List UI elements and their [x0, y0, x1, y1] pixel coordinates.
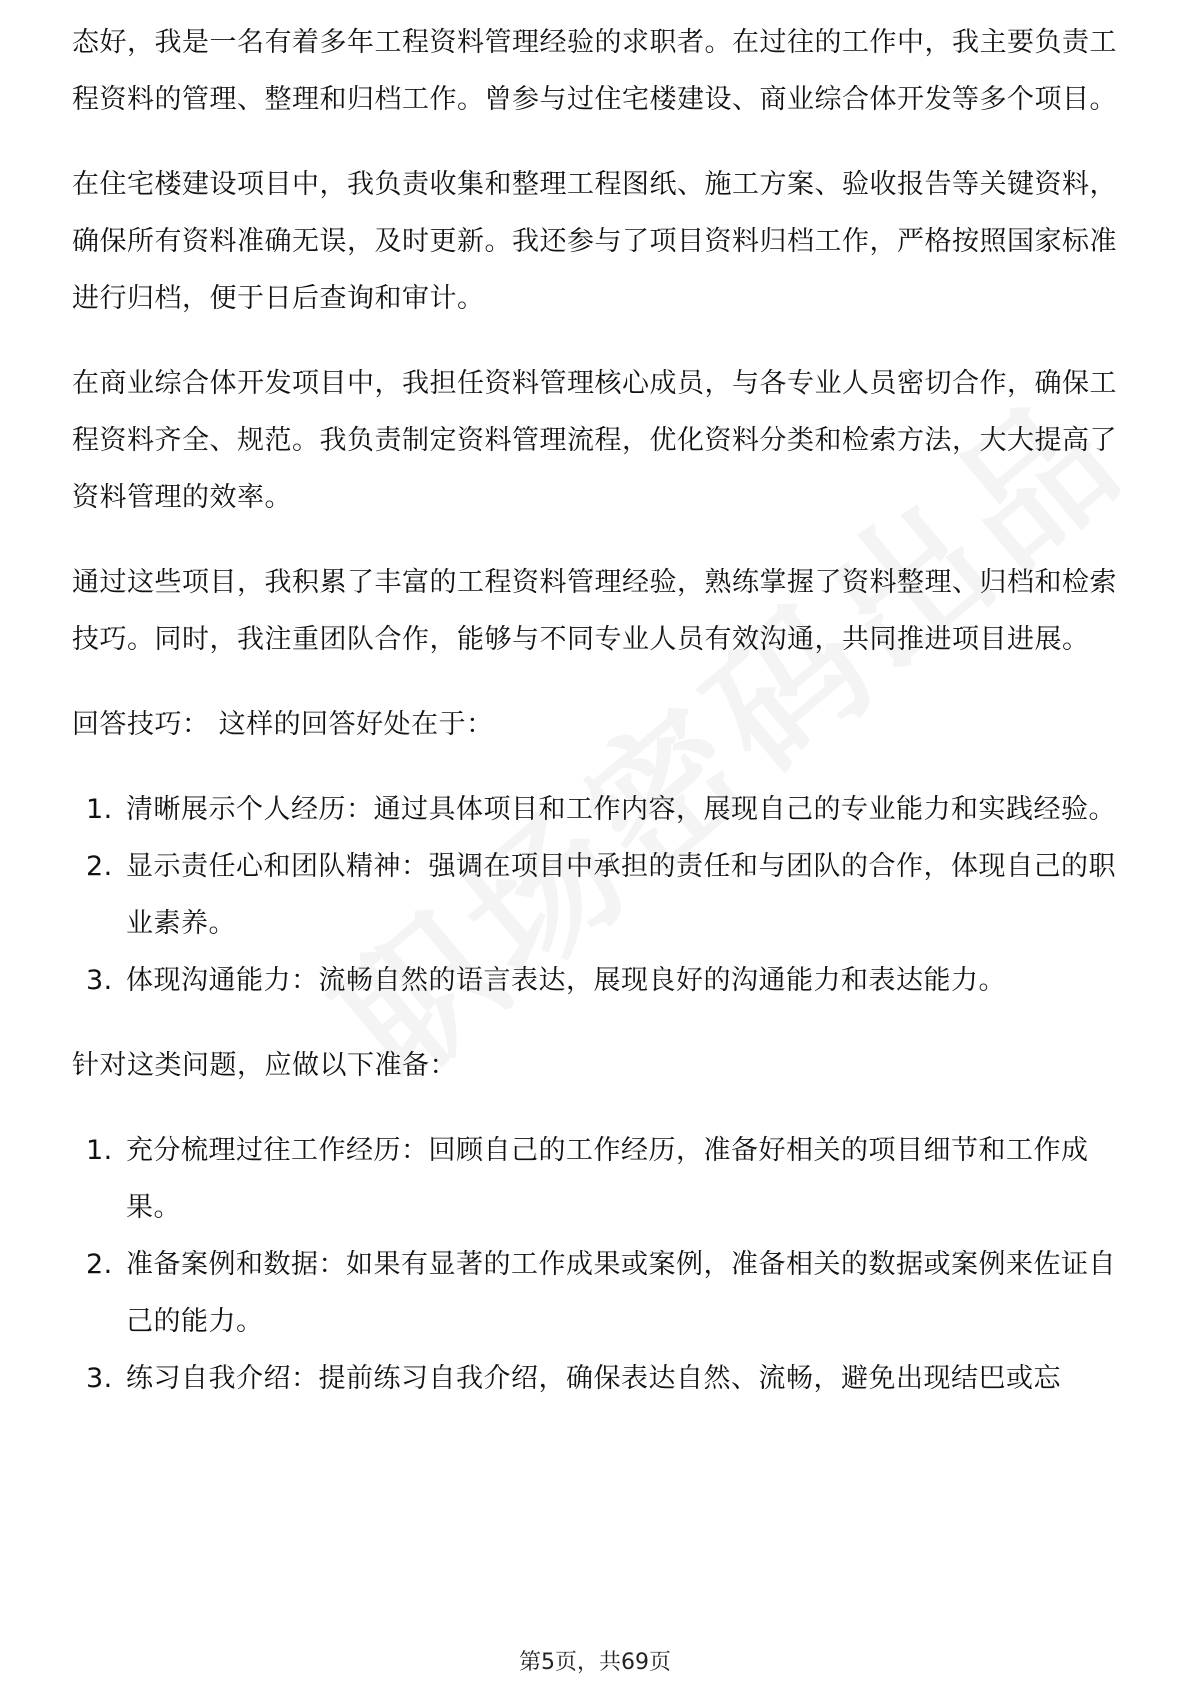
paragraph: 在住宅楼建设项目中，我负责收集和整理工程图纸、施工方案、验收报告等关键资料，确保所有资料准确无误，及时更新。我还参与了项目资料归档工作，严格按照国家标准进行归档，便于日后查询和审计。 [72, 169, 1117, 314]
list-item [72, 1236, 1118, 1350]
list-number: 3. [86, 965, 113, 996]
list-number: 1. [86, 794, 113, 825]
list-text: 充分梳理过往工作经历：回顾自己的工作经历，准备好相关的项目细节和工作成果。 [126, 1135, 1089, 1223]
list-number: 3. [86, 1363, 113, 1394]
prep-heading: 针对这类问题，应做以下准备： [72, 1050, 457, 1081]
list-item [72, 838, 1118, 952]
list-item [72, 1350, 1118, 1407]
tips-heading: 回答技巧： 这样的回答好处在于： [72, 709, 494, 740]
list-number: 1. [86, 1135, 113, 1166]
list-text: 准备案例和数据：如果有显著的工作成果或案例，准备相关的数据或案例来佐证自己的能力。 [126, 1249, 1116, 1337]
paragraph: 在商业综合体开发项目中，我担任资料管理核心成员，与各专业人员密切合作，确保工程资料齐全、规范。我负责制定资料管理流程，优化资料分类和检索方法，大大提高了资料管理的效率。 [72, 368, 1117, 513]
page-footer: 第5页，共69页 [519, 1650, 671, 1675]
paragraph: 通过这些项目，我积累了丰富的工程资料管理经验，熟练掌握了资料整理、归档和检索技巧。同时，我注重团队合作，能够与不同专业人员有效沟通，共同推进项目进展。 [72, 567, 1117, 655]
list-text: 体现沟通能力：流畅自然的语言表达，展现良好的沟通能力和表达能力。 [126, 965, 1006, 996]
list-item [72, 1122, 1118, 1236]
prep-list [72, 1122, 1118, 1407]
list-text: 显示责任心和团队精神：强调在项目中承担的责任和与团队的合作，体现自己的职业素养。 [126, 851, 1116, 939]
page-content [72, 20, 1118, 1435]
list-text: 清晰展示个人经历：通过具体项目和工作内容，展现自己的专业能力和实践经验。 [126, 794, 1116, 825]
list-item [72, 952, 1118, 1009]
list-text: 练习自我介绍：提前练习自我介绍，确保表达自然、流畅，避免出现结巴或忘 [126, 1363, 1061, 1394]
paragraph: 态好，我是一名有着多年工程资料管理经验的求职者。在过往的工作中，我主要负责工程资料的管理、整理和归档工作。曾参与过住宅楼建设、商业综合体开发等多个项目。 [72, 27, 1117, 115]
list-number: 2. [86, 1249, 113, 1280]
list-number: 2. [86, 851, 113, 882]
tips-list [72, 781, 1118, 1009]
list-item [72, 781, 1118, 838]
